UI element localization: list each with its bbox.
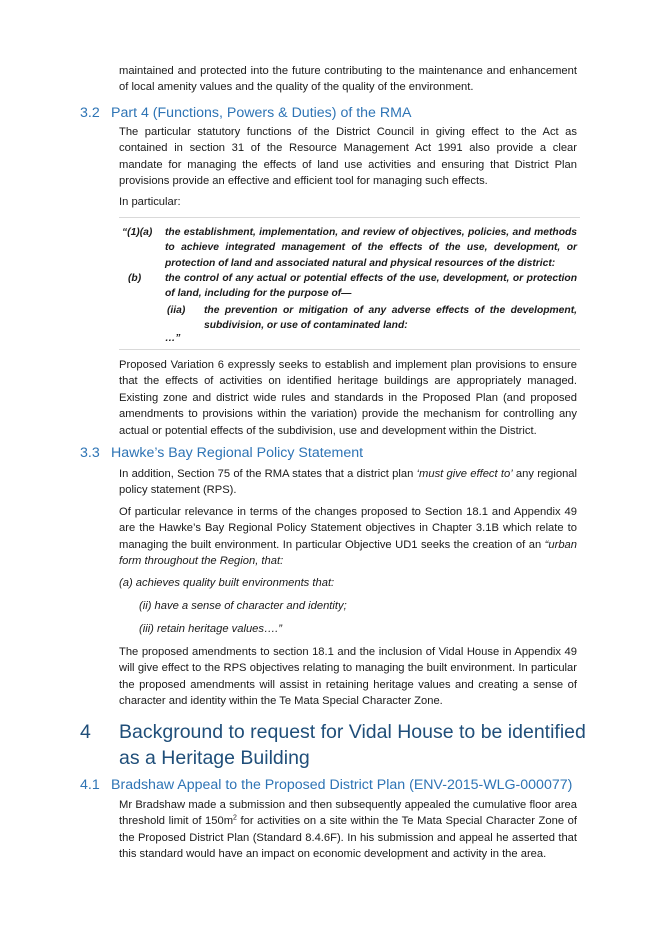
heading-title: Hawke’s Bay Regional Policy Statement — [111, 445, 364, 461]
text-run: Mr Bradshaw made a submission and then subsequently appealed the cumulative floor area threshold limit of 150m — [119, 799, 577, 828]
heading-4 — [80, 719, 589, 771]
rma-quote-block — [119, 217, 580, 350]
quote-item-1a: the establishment, implementation, and review of objectives, policies, and methods to achieve integrated management of the effects of the use, development, or protection of land and associated natural and physical resources of the district: — [165, 227, 577, 269]
quote-label-b: (b) — [128, 273, 142, 284]
text-run: any regional policy statement (RPS). — [119, 468, 578, 497]
paragraph-environment: maintained and protected into the future contributing to the maintenance and enhancement of local amenity values and the quality of the quality of the environment. — [119, 65, 577, 94]
paragraph-variation-6: Proposed Variation 6 expressly seeks to establish and implement plan provisions to ensure that the effects of activities on identified heritage buildings are appropriately managed. Existing zone and district wide rules and standards in the Proposed Plan (and proposed amendments to provisions within the variation) provide the mechanism for controlling any actual or potential effects of the subdivision, use and development within the District. — [119, 359, 577, 437]
superscript: 2 — [233, 814, 237, 822]
heading-title: Part 4 (Functions, Powers & Duties) of the RMA — [111, 105, 412, 121]
quote-item-b: the control of any actual or potential effects of the use, development, or protection of land, including for the purpose of— — [165, 273, 577, 300]
quote-label-1a: “(1)(a) — [122, 227, 153, 238]
text-run: Of particular relevance in terms of the changes proposed to Section 18.1 and Appendix 49 are the Hawke’s Bay Regional Policy Statement objectives in Chapter 3.1B which relate to managing the built environment. In particular Objective UD1 seeks the creation of an — [119, 506, 577, 551]
paragraph-rps-relevance — [119, 504, 577, 570]
heading-3-3 — [80, 444, 363, 462]
rps-list-item-ii: (ii) have a sense of character and identity; — [139, 600, 347, 612]
heading-title: Bradshaw Appeal to the Proposed District Plan (ENV-2015-WLG-000077) — [111, 777, 573, 793]
paragraph-proposed-amendments: The proposed amendments to section 18.1 and the inclusion of Vidal House in Appendix 49 will give effect to the RPS objectives relating to managing the built environment. In particular the proposed amendments will assist in retaining heritage values and creating a sense of character and identity within the Te Mata Special Character Zone. — [119, 646, 577, 708]
heading-title: Background to request for Vidal House to be identified as a Heritage Building — [119, 721, 586, 769]
paragraph-statutory-functions: The particular statutory functions of the District Council in giving effect to the Act as contained in section 31 of the Resource Management Act 1991 also provide a clear mandate for managing the effects of land use activities and ensuring that District Plan provisions provide an effective and efficient tool for managing such effects. — [119, 126, 577, 188]
paragraph-bradshaw-appeal — [119, 797, 577, 863]
heading-number: 4 — [80, 721, 91, 743]
rps-list-item-a: (a) achieves quality built environments that: — [119, 577, 335, 589]
rps-list-item-iii: (iii) retain heritage values….” — [139, 623, 283, 635]
text-run: for activities on a site within the Te Mata Special Character Zone of the Proposed District Plan (Standard 8.4.6F). In his submission and appeal he asserted that this standard would have an impact on economic development and activity in the area. — [119, 815, 577, 861]
heading-number: 3.3 — [80, 445, 100, 461]
quote-item-iia: the prevention or mitigation of any adverse effects of the development, subdivision, or use of contaminated land: — [204, 305, 577, 332]
quote-label-iia: (iia) — [167, 305, 186, 316]
paragraph-in-particular: In particular: — [119, 196, 181, 208]
quote-ellipsis: …” — [165, 333, 181, 344]
heading-3-2 — [80, 104, 411, 122]
heading-number: 3.2 — [80, 105, 100, 121]
text-run-italic: “urban form throughout the Region, that: — [119, 538, 577, 568]
text-run: In addition, Section 75 of the RMA states that a district plan — [119, 468, 417, 480]
text-run-italic: ‘must give effect to’ — [416, 468, 513, 480]
heading-number: 4.1 — [80, 777, 100, 793]
heading-4-1 — [80, 776, 572, 794]
paragraph-section-75 — [119, 466, 577, 499]
